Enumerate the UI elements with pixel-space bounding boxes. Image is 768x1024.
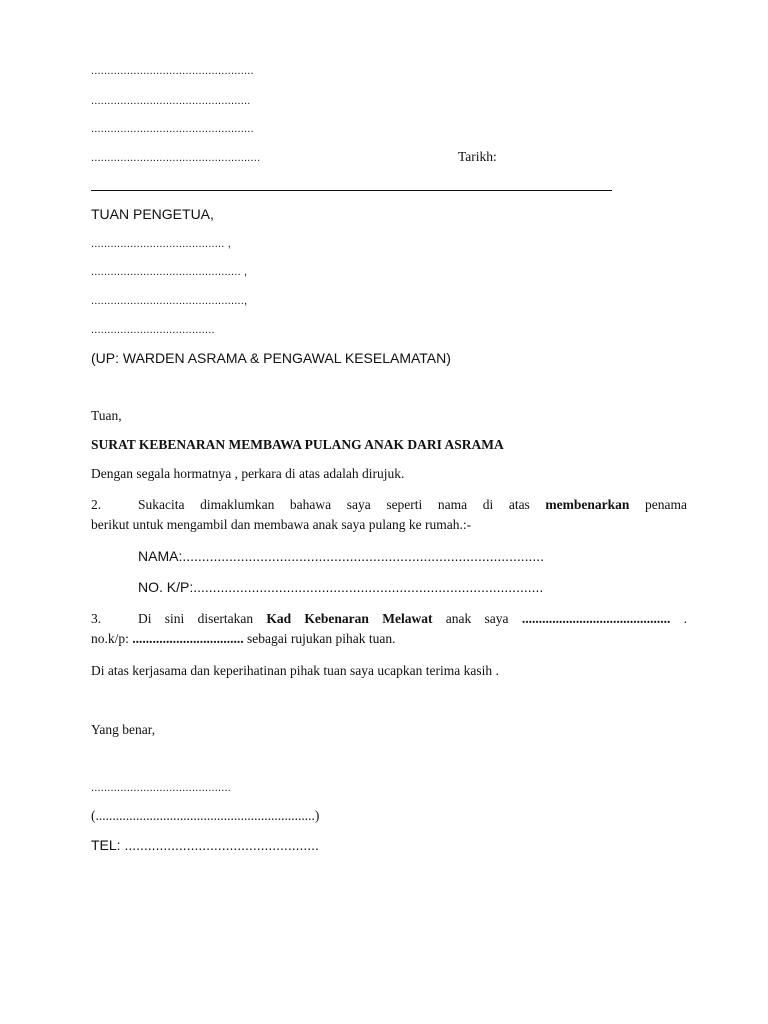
- closing-salutation: Yang benar,: [91, 722, 156, 737]
- sender-line-1: ..................................................: [91, 65, 254, 77]
- para3-end: .: [683, 611, 688, 626]
- para2-text-before: Sukacita dimaklumkan bahawa saya seperti nama di atas: [138, 497, 530, 512]
- para3-text-before: Di sini disertakan: [138, 611, 254, 626]
- para3-line2: [91, 632, 395, 646]
- subject-heading: SURAT KEBENARAN MEMBAWA PULANG ANAK DARI ASRAMA: [91, 437, 504, 452]
- signature-line: ...........................................: [91, 782, 232, 794]
- recipient-line-2: .............................................. ,: [91, 266, 248, 278]
- para3-dots: ............................................: [521, 611, 671, 626]
- para3-bold: Kad Kebenaran Melawat: [266, 611, 433, 626]
- sender-line-4: ....................................................: [91, 152, 261, 164]
- recipient-line-3: ...............................................,: [91, 295, 248, 307]
- signatory-name-line: (.................................................................): [91, 808, 320, 823]
- salutation: Tuan,: [91, 408, 122, 423]
- para2-line1: [138, 498, 687, 512]
- attention-line: (UP: WARDEN ASRAMA & PENGAWAL KESELAMATAN): [91, 350, 451, 366]
- para2-bold: membenarkan: [545, 497, 630, 512]
- recipient-title: TUAN PENGETUA,: [91, 206, 214, 222]
- sender-line-3: ..................................................: [91, 123, 254, 135]
- intro-paragraph: Dengan segala hormatnya , perkara di atas adalah dirujuk.: [91, 466, 405, 481]
- header-divider: [91, 190, 612, 191]
- para2-number: 2.: [91, 497, 102, 512]
- para3-kp-prefix: no.k/p:: [91, 631, 129, 646]
- para3-kp-dots: .................................: [132, 631, 244, 646]
- recipient-line-4: ......................................: [91, 324, 215, 336]
- date-label: Tarikh:: [458, 149, 497, 164]
- recipient-line-1: ......................................... ,: [91, 238, 232, 250]
- para3-kp-after: sebagai rujukan pihak tuan.: [247, 631, 396, 646]
- telephone-line: TEL: ..................................................: [91, 837, 319, 853]
- closing-paragraph: Di atas kerjasama dan keperihatinan pihak tuan saya ucapkan terima kasih .: [91, 663, 499, 678]
- sender-line-2: .................................................: [91, 95, 251, 107]
- para3-text-mid: anak saya: [445, 611, 509, 626]
- para3-line1: [138, 612, 687, 626]
- para2-line2: berikut untuk mengambil dan membawa anak saya pulang ke rumah.:-: [91, 517, 472, 532]
- para3-number: 3.: [91, 611, 102, 626]
- nama-field: NAMA:.............................................................................................: [138, 548, 545, 564]
- para2-text-after: penama: [645, 497, 688, 512]
- kp-field: NO. K/P:..........................................................................................: [138, 579, 544, 595]
